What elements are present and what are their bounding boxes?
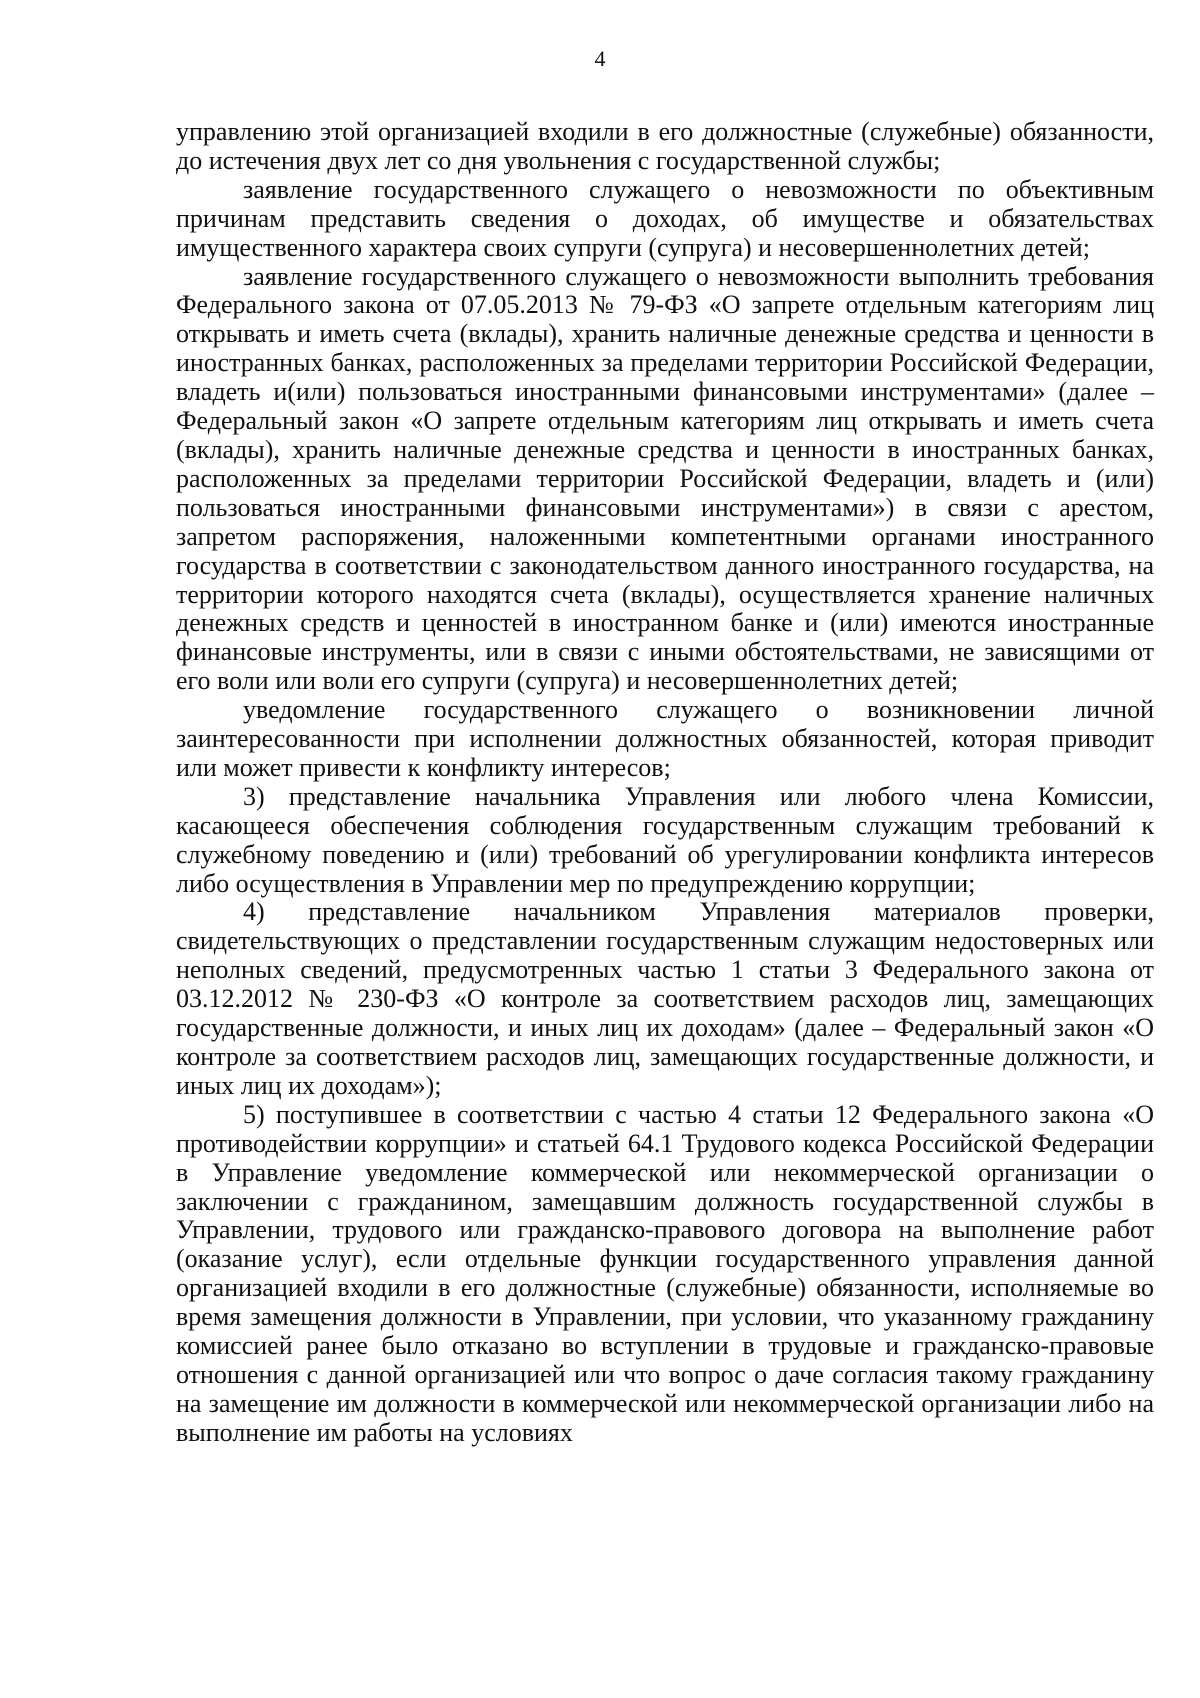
paragraph-item-3: 3) представление начальника Управления или любого члена Комиссии, касающееся обеспечения соблюдения государственным служащим требований к служебному поведению и (или) требований об урегулировании конфликта интересов либо осуществления в Управлении мер по предупреждению коррупции; xyxy=(176,781,1154,898)
paragraph-item-4: 4) представление начальником Управления материалов проверки, свидетельствующих о представлении государственным служащим недостоверных или неполных сведений, предусмотренных частью 1 статьи 3 Федерального закона от 03.12.2012 № 230-ФЗ «О контроле за соответствием расходов лиц, замещающих государственные должности, и иных лиц их доходам» (далее – Федеральный закон «О контроле за соответствием расходов лиц, замещающих государственные должности, и иных лиц их доходам»); xyxy=(176,897,1154,1100)
paragraph-item-5: 5) поступившее в соответствии с частью 4 статьи 12 Федерального закона «О противодействии коррупции» и статьей 64.1 Трудового кодекса Российской Федерации в Управление уведомление коммерческой или некоммерческой организации о заключении с гражданином, замещавшим должность государственной службы в Управлении, трудового или гражданско-правового договора на выполнение работ (оказание услуг), если отдельные функции государственного управления данной организацией входили в его должностные (служебные) обязанности, исполняемые во время замещения должности в Управлении, при условии, что указанному гражданину комиссией ранее было отказано во вступлении в трудовые и гражданско-правовые отношения с данной организацией или что вопрос о даче согласия такому гражданину на замещение им должности в коммерческой или некоммерческой организации либо на выполнение им работы на условиях xyxy=(176,1099,1154,1447)
paragraph-conflict-notice: уведомление государственного служащего о возникновении личной заинтересованности при исполнении должностных обязанностей, которая приводит или может привести к конфликту интересов; xyxy=(176,695,1154,782)
page-number: 4 xyxy=(594,46,606,71)
paragraph-income-statement: заявление государственного служащего о невозможности по объективным причинам представить сведения о доходах, об имуществе и обязательствах имущественного характера своих супруги (супруга) и несовершеннолетних детей; xyxy=(176,174,1154,262)
paragraph-foreign-accounts: заявление государственного служащего о невозможности выполнить требования Федерального закона от 07.05.2013 № 79-ФЗ «О запрете отдельным категориям лиц открывать и иметь счета (вклады), хранить наличные денежные средства и ценности в иностранных банках, расположенных за пределами территории Российской Федерации, владеть и(или) пользоваться иностранными финансовыми инструментами» (далее – Федеральный закон «О запрете отдельным категориям лиц открывать и иметь счета (вклады), хранить наличные денежные средства и ценности в иностранных банках, расположенных за пределами территории Российской Федерации, владеть и (или) пользоваться иностранными финансовыми инструментами») в связи с арестом, запретом распоряжения, наложенными компетентными органами иностранного государства в соответствии с законодательством данного иностранного государства, на территории которого находятся счета (вклады), осуществляется хранение наличных денежных средств и ценностей в иностранном банке и (или) имеются иностранные финансовые инструменты, или в связи с иными обстоятельствами, не зависящими от его воли или воли его супруги (супруга) и несовершеннолетних детей; xyxy=(176,261,1154,696)
paragraph-continuation: управлению этой организацией входили в его должностные (служебные) обязанности, до истечения двух лет со дня увольнения с государственной службы; xyxy=(176,117,1154,175)
document-body xyxy=(176,118,1154,1448)
